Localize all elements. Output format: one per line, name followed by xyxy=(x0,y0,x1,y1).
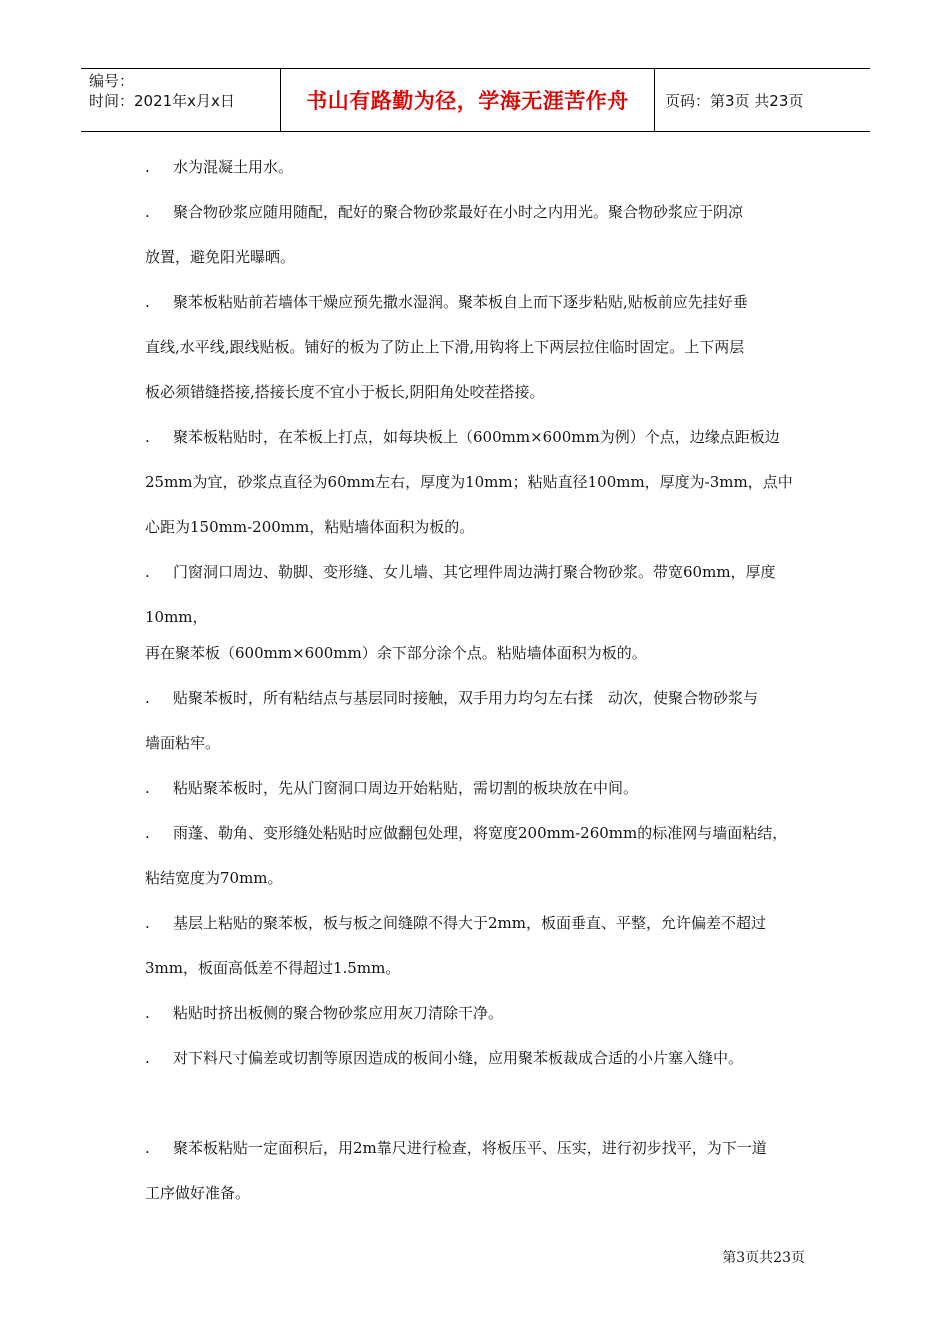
line-text: 水为混凝土用水。 xyxy=(173,158,294,176)
bullet-mark: . xyxy=(145,203,150,221)
bullet-mark: . xyxy=(145,914,150,932)
text-line xyxy=(145,196,810,241)
bullet-mark: . xyxy=(145,563,150,581)
line-text: 直线,水平线,跟线贴板。铺好的板为了防止上下滑,用钩将上下两层拉住临时固定。上下两层 xyxy=(145,338,745,356)
line-text: 聚苯板粘贴前若墙体干燥应预先撒水湿润。聚苯板自上而下逐步粘贴,贴板前应先挂好垂 xyxy=(173,293,748,311)
page-footer: 第3页共23页 xyxy=(722,1250,805,1266)
text-line xyxy=(145,556,810,601)
line-text: 放置，避免阳光曝晒。 xyxy=(145,248,296,266)
serial-label: 编号： xyxy=(89,72,135,90)
bullet-mark: . xyxy=(145,779,150,797)
bullet-mark: . xyxy=(145,824,150,842)
text-line xyxy=(145,997,810,1042)
text-line xyxy=(145,286,810,331)
line-text: 工序做好准备。 xyxy=(145,1184,251,1202)
line-text: 25mm为宜，砂浆点直径为60mm左右，厚度为10mm；粘贴直径100mm，厚度为-3mm，点中 xyxy=(145,473,793,491)
bullet-mark: . xyxy=(145,158,150,176)
line-text: 心距为150mm-200mm，粘贴墙体面积为板的。 xyxy=(145,518,475,536)
text-line xyxy=(145,466,810,511)
text-line xyxy=(145,727,810,772)
line-text: 贴聚苯板时，所有粘结点与基层同时接触，双手用力均匀左右揉 动次，使聚合物砂浆与 xyxy=(173,689,759,707)
line-text: 板必须错缝搭接,搭接长度不宜小于板长,阴阳角处咬茬搭接。 xyxy=(145,383,545,401)
line-text: 聚合物砂浆应随用随配，配好的聚合物砂浆最好在小时之内用光。聚合物砂浆应于阴凉 xyxy=(173,203,744,221)
page-label: 页码：第3页 共23页 xyxy=(665,91,804,110)
line-text: 再在聚苯板（600mm×600mm）余下部分涂个点。粘贴墙体面积为板的。 xyxy=(145,644,647,662)
line-text: 10mm， xyxy=(145,608,208,626)
line-text: 对下料尺寸偏差或切割等原因造成的板间小缝，应用聚苯板裁成合适的小片塞入缝中。 xyxy=(173,1049,744,1067)
line-text: 门窗洞口周边、勒脚、变形缝、女儿墙、其它埋件周边满打聚合物砂浆。带宽60mm，厚度 xyxy=(173,563,776,581)
line-text: 粘贴时挤出板侧的聚合物砂浆应用灰刀清除干净。 xyxy=(173,1004,504,1022)
text-line xyxy=(145,376,810,421)
line-text: 墙面粘牢。 xyxy=(145,734,221,752)
bullet-mark: . xyxy=(145,1004,150,1022)
document-body xyxy=(145,151,810,1222)
header-page-cell xyxy=(655,69,870,131)
bullet-mark: . xyxy=(145,1049,150,1067)
text-line xyxy=(145,511,810,556)
text-line xyxy=(145,1177,810,1222)
line-text: 基层上粘贴的聚苯板，板与板之间缝隙不得大于2mm，板面垂直、平整，允许偏差不超过 xyxy=(173,914,766,932)
line-text: 雨蓬、勒角、变形缝处粘贴时应做翻包处理，将宽度200mm-260mm的标准网与墙面粘结， xyxy=(173,824,788,842)
bullet-mark: . xyxy=(145,1139,150,1157)
text-line xyxy=(145,907,810,952)
text-line xyxy=(145,1132,810,1177)
line-text: 3mm，板面高低差不得超过1.5mm。 xyxy=(145,959,401,977)
text-line xyxy=(145,862,810,907)
line-text: 粘贴聚苯板时，先从门窗洞口周边开始粘贴，需切割的板块放在中间。 xyxy=(173,779,639,797)
line-text: 聚苯板粘贴一定面积后，用2m靠尺进行检查，将板压平、压实，进行初步找平，为下一道 xyxy=(173,1139,767,1157)
line-text: 粘结宽度为70mm。 xyxy=(145,869,283,887)
bullet-mark: . xyxy=(145,689,150,707)
text-line xyxy=(145,331,810,376)
bullet-mark: . xyxy=(145,428,150,446)
header-left-cell xyxy=(81,69,281,131)
text-line xyxy=(145,1042,810,1132)
text-line xyxy=(145,682,810,727)
text-line xyxy=(145,421,810,466)
motto-text: 书山有路勤为径，学海无涯苦作舟 xyxy=(306,89,629,113)
bullet-mark: . xyxy=(145,293,150,311)
text-line xyxy=(145,952,810,997)
line-text: 聚苯板粘贴时，在苯板上打点，如每块板上（600mm×600mm为例）个点，边缘点距板边 xyxy=(173,428,780,446)
header-motto-cell xyxy=(281,69,655,131)
date-label: 时间：2021年x月x日 xyxy=(89,92,235,110)
text-line xyxy=(145,817,810,862)
text-line xyxy=(145,151,810,196)
text-line xyxy=(145,241,810,286)
page-header xyxy=(81,68,870,132)
text-line xyxy=(145,637,810,682)
text-line xyxy=(145,601,810,637)
text-line xyxy=(145,772,810,817)
